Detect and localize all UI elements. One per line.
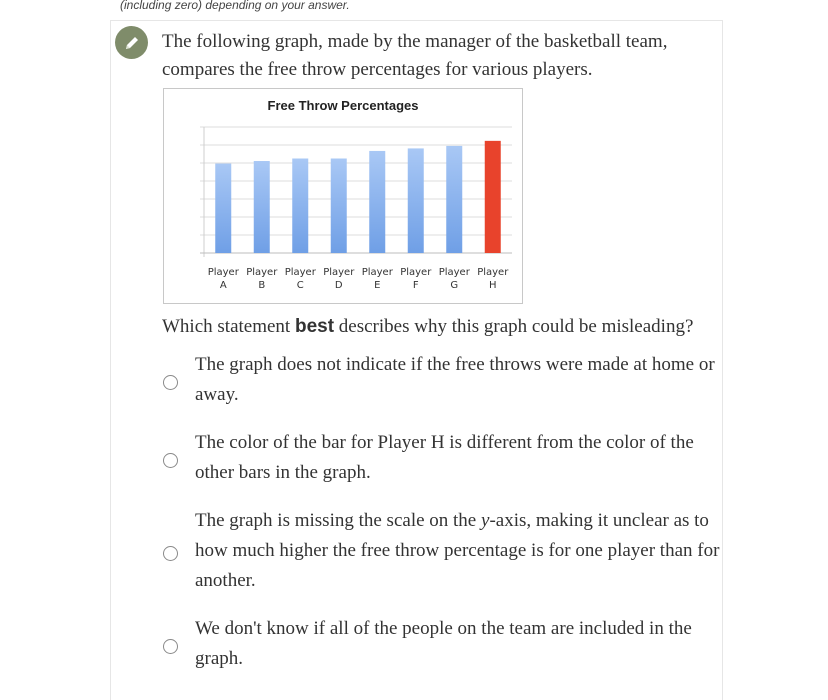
choice-d-text: We don't know if all of the people on the team are included in the graph. bbox=[195, 618, 692, 669]
x-tick-label-line: D bbox=[334, 280, 343, 291]
bar-5 bbox=[408, 148, 424, 253]
choice-c-text-before: The graph is missing the scale on the bbox=[195, 510, 481, 531]
x-tick-label-line: Player bbox=[361, 267, 393, 278]
bar-6 bbox=[446, 146, 462, 253]
choice-c[interactable] bbox=[163, 506, 723, 596]
bar-3 bbox=[331, 159, 347, 254]
bar-7 bbox=[485, 141, 501, 253]
choice-a-radio[interactable] bbox=[163, 375, 178, 390]
x-tick-label-line: G bbox=[450, 280, 459, 291]
prompt-after: describes why this graph could be misleading? bbox=[334, 316, 694, 337]
x-tick-label-line: F bbox=[412, 280, 419, 291]
x-tick-label-line: B bbox=[258, 280, 266, 291]
x-tick-label-line: Player bbox=[207, 267, 239, 278]
x-tick-label bbox=[434, 266, 474, 292]
choice-b[interactable] bbox=[163, 428, 723, 488]
bar-4 bbox=[369, 151, 385, 253]
x-tick-label bbox=[396, 266, 436, 292]
x-tick-label-line: Player bbox=[323, 267, 355, 278]
instruction-text: (including zero) depending on your answer. bbox=[120, 0, 350, 12]
x-tick-label bbox=[203, 266, 243, 292]
x-tick-label-line: Player bbox=[246, 267, 278, 278]
choice-c-text bbox=[195, 506, 723, 596]
x-tick-label-line: A bbox=[219, 280, 227, 291]
prompt-bold: best bbox=[294, 316, 335, 337]
x-tick-label-line: Player bbox=[477, 267, 509, 278]
x-tick-label bbox=[280, 266, 320, 292]
prompt-before: Which statement bbox=[162, 316, 295, 337]
x-tick-label bbox=[473, 266, 513, 292]
bar-1 bbox=[254, 161, 270, 253]
bar-chart bbox=[163, 88, 523, 304]
x-tick-label-line: H bbox=[488, 280, 497, 291]
choice-d-radio[interactable] bbox=[163, 639, 178, 654]
choice-b-text: The color of the bar for Player H is different from the color of the other bars in the graph. bbox=[195, 432, 694, 483]
pencil-icon bbox=[115, 26, 148, 59]
choice-c-variable: y bbox=[481, 510, 490, 531]
bar-2 bbox=[292, 159, 308, 254]
x-tick-label bbox=[319, 266, 359, 292]
x-tick-label-line: Player bbox=[400, 267, 432, 278]
x-tick-label-line: Player bbox=[438, 267, 470, 278]
choice-b-radio[interactable] bbox=[163, 453, 178, 468]
x-tick-label-line: E bbox=[374, 280, 381, 291]
choice-c-radio[interactable] bbox=[163, 546, 178, 561]
x-tick-label-line: C bbox=[296, 280, 304, 291]
x-tick-label-line: Player bbox=[284, 267, 316, 278]
choice-a[interactable] bbox=[163, 350, 723, 410]
choice-d[interactable] bbox=[163, 614, 723, 674]
bar-0 bbox=[215, 164, 231, 253]
choice-c-text-after: -axis, making it unclear as to how much higher the free throw percentage is for one player than for another. bbox=[195, 510, 720, 591]
question-text: The following graph, made by the manager of the basketball team, compares the free throw percentages for various players. bbox=[162, 31, 668, 80]
prompt-text bbox=[162, 313, 693, 341]
x-tick-label bbox=[242, 266, 282, 292]
choice-a-text: The graph does not indicate if the free throws were made at home or away. bbox=[195, 354, 715, 405]
chart-title: Free Throw Percentages bbox=[267, 98, 419, 113]
x-tick-label bbox=[357, 266, 397, 292]
